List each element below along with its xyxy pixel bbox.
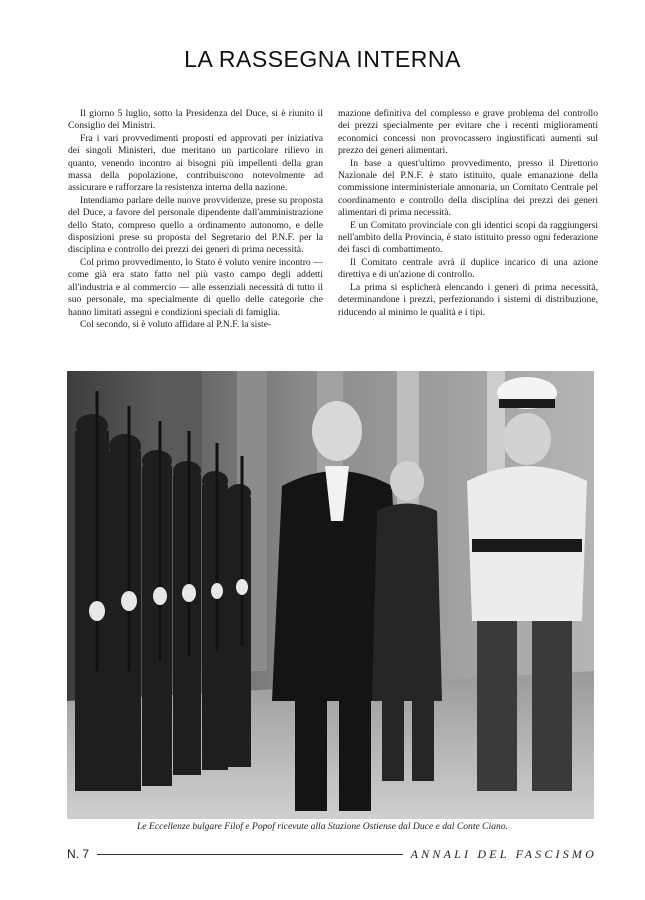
paragraph: In base a quest'ultimo provvedimento, presso il Direttorio Nazionale del P.N.F. è stato istituito, quale emanazione della commissione interministeriale annonaria, un Comitato Centrale pel coordinamento e controllo della disciplina dei prezzi dei generi alimentari di prima necessità. [338, 157, 598, 219]
page-title: LA RASSEGNA INTERNA [184, 46, 461, 72]
paragraph: Col primo provvedimento, lo Stato è voluto venire incontro — come già era stato fatto nel più vasto campo degli addetti all'industria e al commercio — alle essenziali necessità di tutto il suo personale, ma specialmente di quello delle categorie che hanno limitati assegni e condizioni speciali di famiglia. [68, 256, 323, 318]
left-column [68, 108, 323, 331]
paragraph: La prima si esplicherà elencando i generi di prima necessità, determinandone i prezzi, perfezionando i sistemi di distribuzione, riducendo al minimo le qualità e i tipi. [338, 281, 598, 318]
paragraph: Intendiamo parlare delle nuove provvidenze, prese su proposta del Duce, a favore del personale dipendente dall'amministrazione dello Stato, compreso quello a ordinamento autonomo, e delle disposizioni prese su proposta del Segretario del P.N.F. per la disciplina e controllo dei prezzi dei generi di prima necessità. [68, 194, 323, 256]
paragraph: Col secondo, si è voluto affidare al P.N.F. la siste- [80, 318, 272, 330]
right-column [338, 108, 598, 319]
paragraph-continued: mazione definitiva del complesso e grave problema del controllo dei prezzi specialmente per evitare che i recenti miglioramenti economici concessi non provocassero ingiustificati aumenti sul prezzo dei generi alimentari. [338, 108, 598, 157]
footer-rule [97, 854, 403, 855]
photo-illustration [67, 371, 594, 819]
page-footer [67, 846, 597, 862]
paragraph: Il giorno 5 luglio, sotto la Presidenza del Duce, si è riunito il Consiglio dei Ministri. [68, 108, 323, 132]
photo-caption: Le Eccellenze bulgare Filof e Popof ricevute alla Stazione Ostiense dal Duce e dal Conte Ciano. [136, 821, 509, 832]
paragraph: E un Comitato provinciale con gli identici scopi da raggiungersi nell'ambito della Provincia, è stato istituito presso ogni federazione dei fasci di combattimento. [338, 219, 598, 256]
photograph [67, 371, 594, 819]
issue-number: N. 7 [67, 847, 90, 861]
paragraph: Fra i vari provvedimenti proposti ed approvati per iniziativa dei singoli Ministeri, due meritano un particolare rilievo in quanto, venendo incontro ai bisogni più impellenti della gran massa della popolazione, contribuiscono notevolmente ad assicurare e rafforzare la resistenza interna della nazione. [68, 132, 323, 194]
paragraph: Il Comitato centrale avrà il duplice incarico di una azione direttiva e di un'azione di controllo. [338, 256, 598, 281]
journal-name: ANNALI DEL FASCISMO [410, 846, 597, 861]
